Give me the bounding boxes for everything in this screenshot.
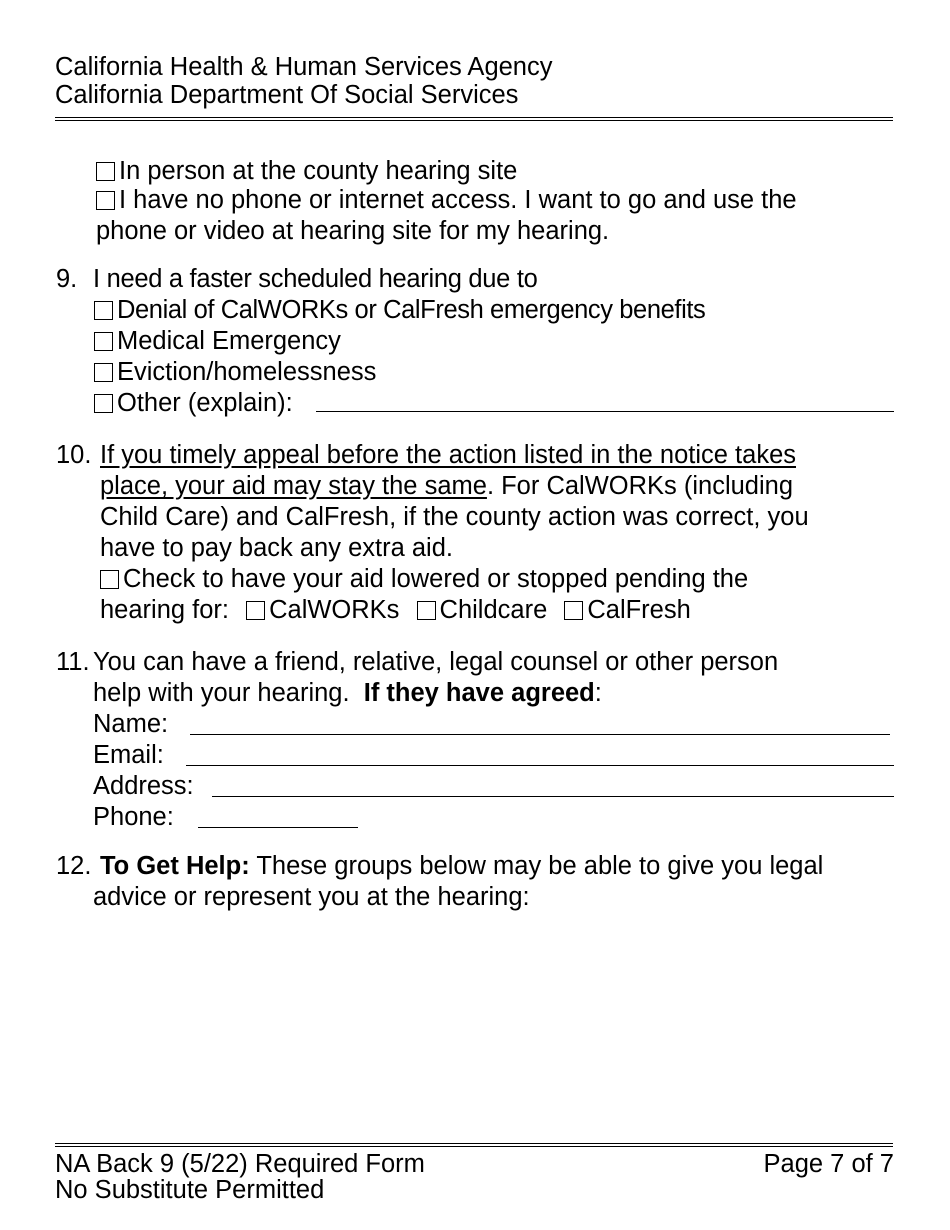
form-id: NA Back 9 (5/22) Required Form: [55, 1150, 425, 1178]
childcare-label: Childcare: [439, 596, 548, 624]
other-explain-line[interactable]: [316, 411, 894, 412]
item12-line1: [100, 851, 823, 882]
option-in-person: [96, 156, 517, 187]
item9-text: I need a faster scheduled hearing due to: [93, 265, 538, 293]
childcare-checkbox[interactable]: [417, 601, 436, 620]
agency-name: California Health & Human Services Agency: [55, 53, 553, 81]
calfresh-label: CalFresh: [587, 596, 691, 624]
other-checkbox[interactable]: [94, 394, 113, 413]
medical-checkbox[interactable]: [94, 332, 113, 351]
no-access-checkbox[interactable]: [96, 191, 115, 210]
calfresh-checkbox[interactable]: [564, 601, 583, 620]
no-access-label: I have no phone or internet access. I want to go and use the: [119, 186, 797, 214]
address-field[interactable]: [212, 796, 894, 797]
denial-label: Denial of CalWORKs or CalFresh emergency benefits: [117, 296, 706, 324]
aid-lowered-checkbox[interactable]: [100, 570, 119, 589]
calworks-label: CalWORKs: [269, 596, 400, 624]
phone-label: Phone:: [93, 803, 174, 831]
item9-option-medical: [94, 326, 341, 357]
item12-line2: advice or represent you at the hearing:: [93, 883, 530, 911]
no-access-label-cont: phone or video at hearing site for my hearing.: [96, 217, 610, 245]
item12-bold: To Get Help:: [100, 852, 250, 880]
item11-line2: [93, 678, 602, 709]
eviction-label: Eviction/homelessness: [117, 358, 377, 386]
item10-underlined-1: If you timely appeal before the action listed in the notice takes: [100, 441, 796, 469]
item11-line2-start: help with your hearing.: [93, 679, 364, 707]
item12-number: 12.: [56, 852, 92, 880]
item9-option-other: [94, 388, 293, 419]
item10-line1: [100, 440, 796, 471]
item10-programs-line: [100, 595, 691, 626]
name-field[interactable]: [190, 734, 890, 735]
footer-rule: [55, 1143, 893, 1147]
department-name: California Department Of Social Services: [55, 81, 519, 109]
item11-line1: You can have a friend, relative, legal counsel or other person: [93, 648, 779, 676]
calworks-checkbox[interactable]: [246, 601, 265, 620]
item12-line1-rest: These groups below may be able to give you legal: [249, 852, 824, 880]
option-no-access: [96, 185, 797, 216]
item11-number: 11.: [56, 648, 90, 676]
other-label: Other (explain):: [117, 389, 293, 417]
item10-line2-rest: . For CalWORKs (including: [486, 472, 794, 500]
item10-line4: have to pay back any extra aid.: [100, 534, 453, 562]
item10-check-line: [100, 564, 748, 595]
medical-label: Medical Emergency: [117, 327, 341, 355]
item11-line2-end: :: [594, 679, 602, 707]
item10-line2: [100, 471, 793, 502]
phone-field[interactable]: [198, 827, 358, 828]
hearing-for-label: hearing for:: [100, 596, 229, 624]
item10-underlined-2: place, your aid may stay the same: [100, 472, 487, 500]
item9-option-denial: [94, 295, 705, 326]
email-field[interactable]: [186, 765, 894, 766]
item10-line3: Child Care) and CalFresh, if the county action was correct, you: [100, 503, 809, 531]
name-label: Name:: [93, 710, 169, 738]
item11-line2-bold: If they have agreed: [363, 679, 595, 707]
in-person-checkbox[interactable]: [96, 162, 115, 181]
in-person-label: In person at the county hearing site: [119, 157, 518, 185]
item10-number: 10.: [56, 441, 92, 469]
eviction-checkbox[interactable]: [94, 363, 113, 382]
page-number: Page 7 of 7: [763, 1150, 894, 1178]
denial-checkbox[interactable]: [94, 301, 113, 320]
aid-lowered-label: Check to have your aid lowered or stopped pending the: [123, 565, 749, 593]
item9-option-eviction: [94, 357, 376, 388]
item9-number: 9.: [56, 265, 78, 293]
header-rule: [55, 117, 893, 121]
address-label: Address:: [93, 772, 194, 800]
no-substitute: No Substitute Permitted: [55, 1176, 325, 1204]
email-label: Email:: [93, 741, 164, 769]
